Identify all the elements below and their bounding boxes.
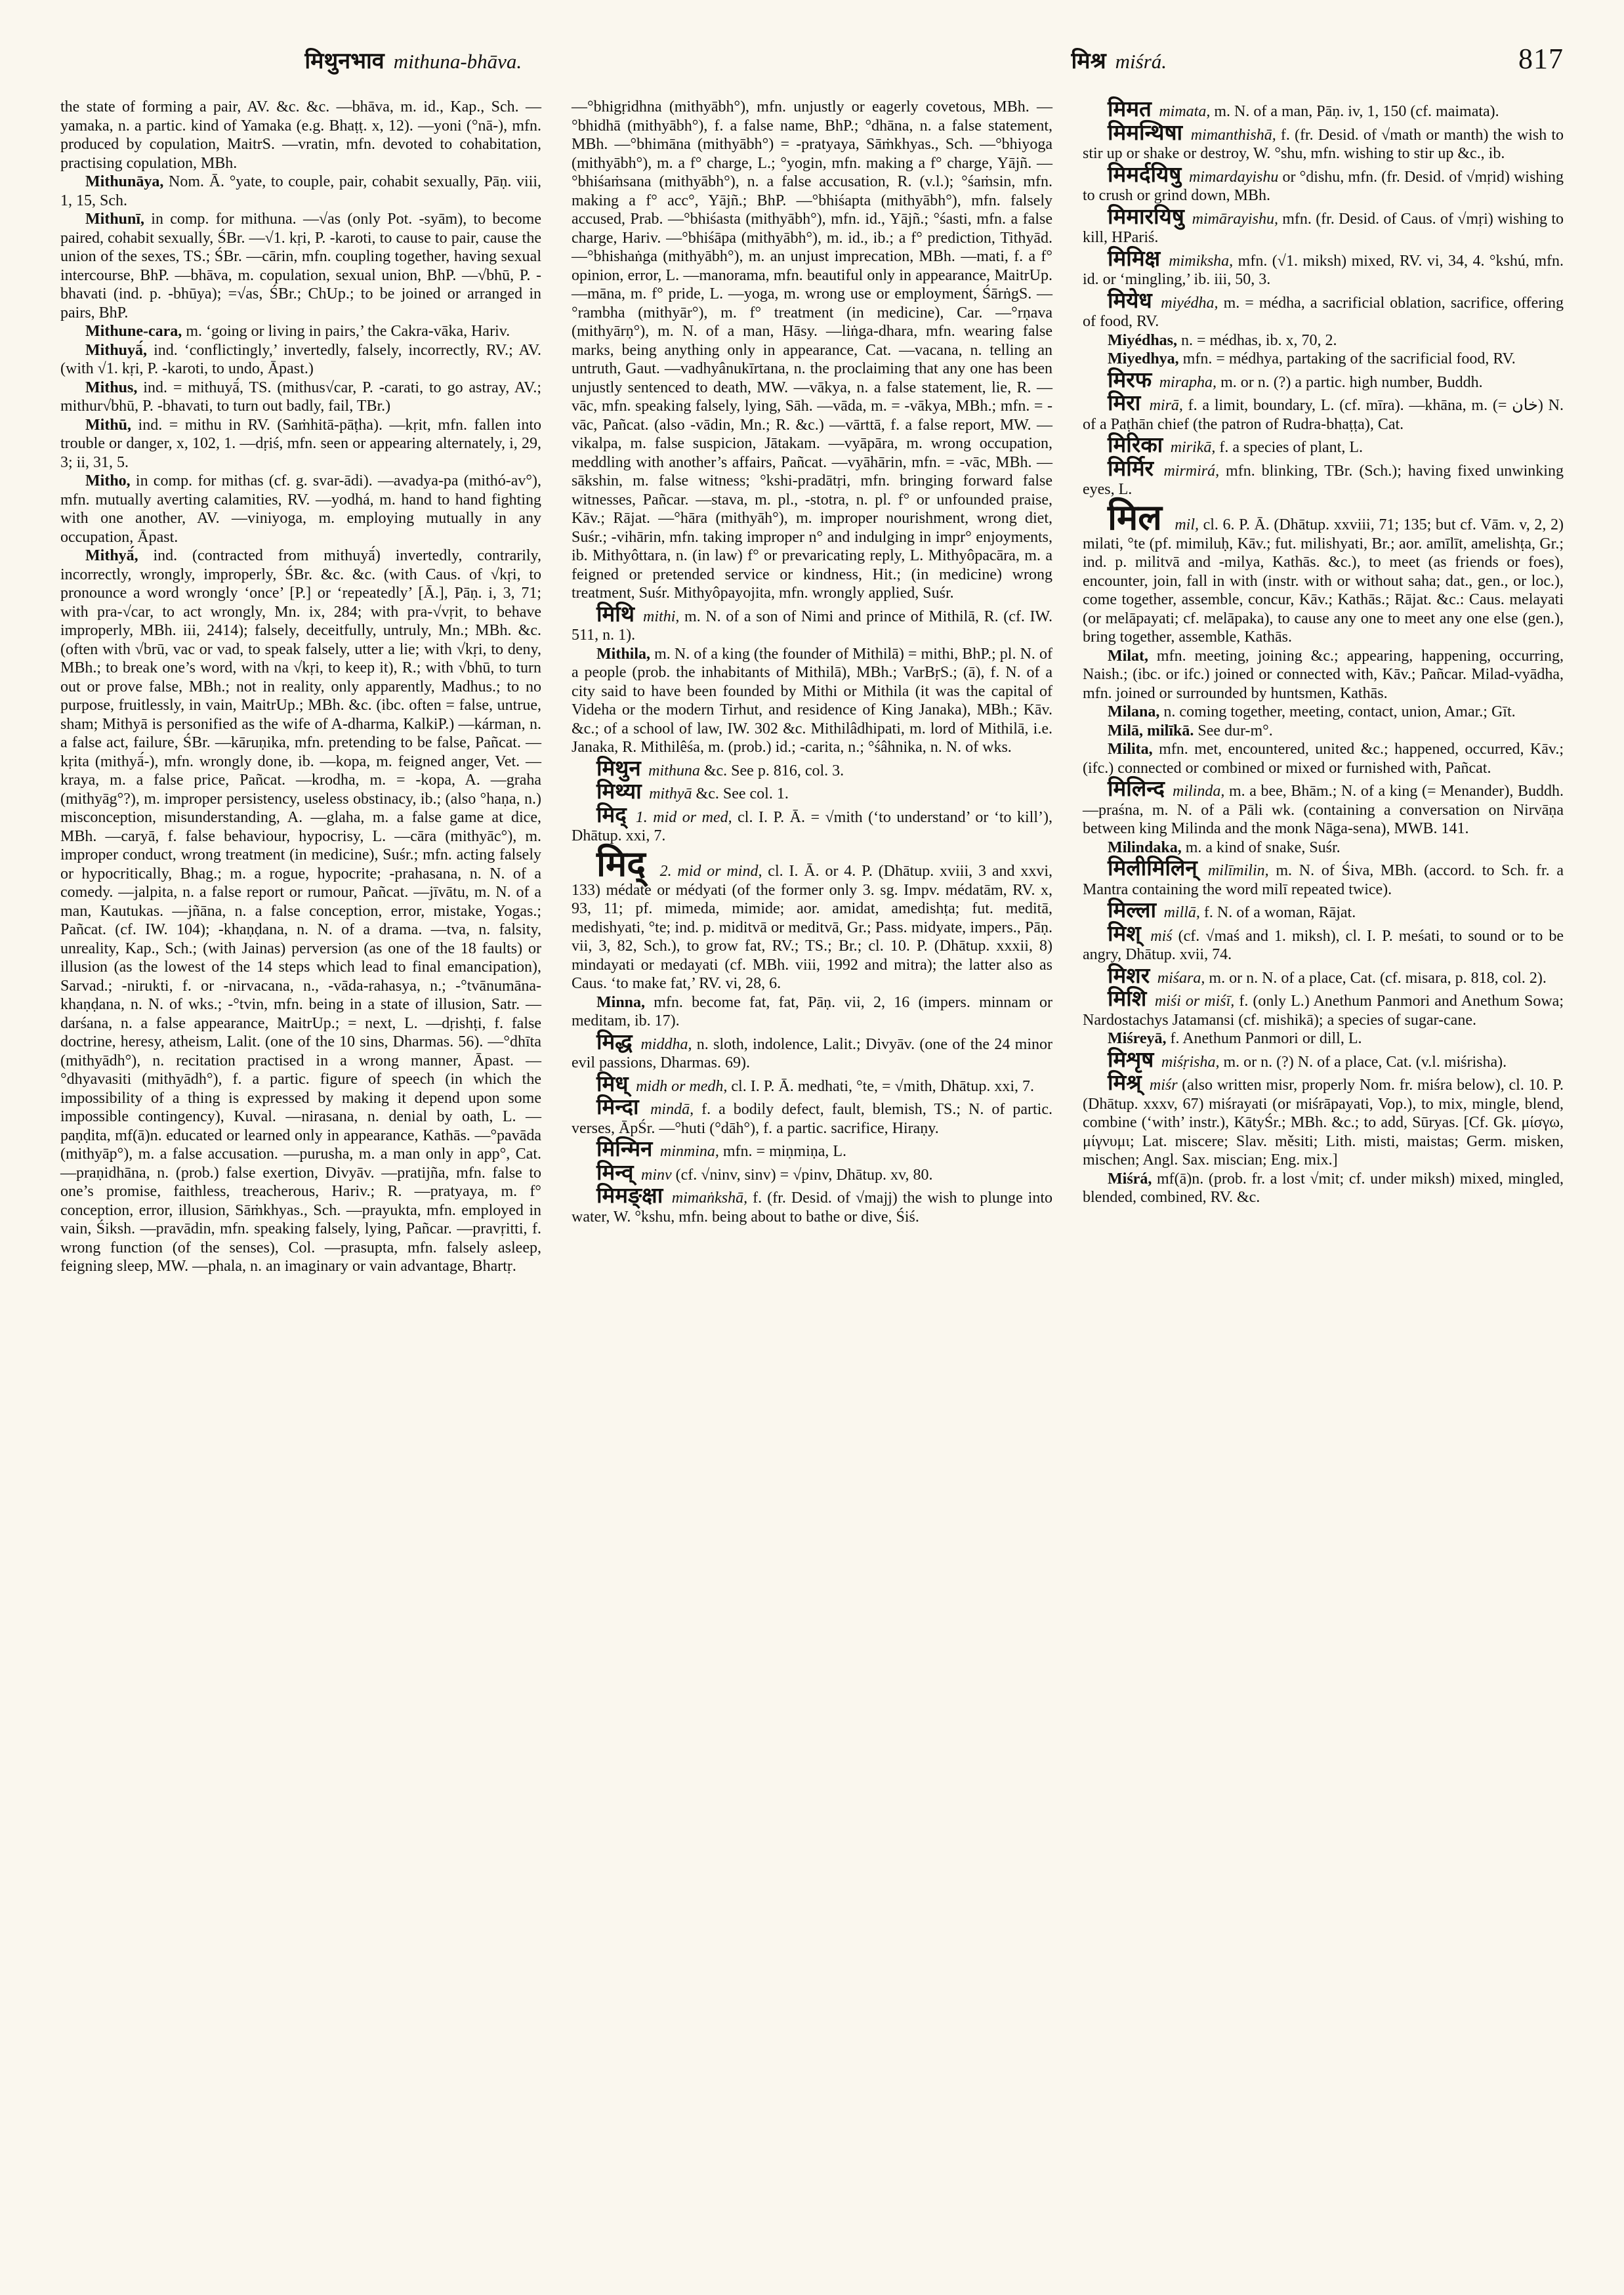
transliterated-headword: miśara, [1157,969,1205,987]
transliterated-headword: mimiksha, [1169,252,1234,270]
dictionary-entry: Milā, milīkā. See dur-m°. [1108,722,1273,739]
devanagari-headword: मिरिका [1108,432,1171,457]
dictionary-entry: Mithus, ind. = mithuyā́, TS. (mithus√car, P. -carati, to go astray, AV.; mithur√bhū, P. -bhavati, to turn out badly, fail, TBr.) [60,379,541,415]
header-last-word-roman: miśrá. [1115,50,1167,73]
dictionary-entry: मिमङ्क्षा mimaṅkshā, f. (fr. Desid. of √majj) the wish to plunge into water, W. °kshu, mfn. being about to bathe or dive, Śiś. [572,1182,1052,1226]
transliterated-headword: mithi, [643,608,680,625]
devanagari-headword: मिश् [1108,920,1151,946]
headword: Mithunī, [85,211,145,228]
dictionary-entry: Mithunāya, Nom. Ā. °yate, to couple, pair, cohabit sexually, Pāṇ. viii, 1, 15, Sch. [60,173,541,209]
devanagari-headword: मिन्व् [596,1159,641,1185]
devanagari-headword: मिल [1108,495,1175,538]
page-header [60,42,1564,75]
headword: Mithū, [85,416,132,434]
dictionary-entry: Mithyā́, ind. (contracted from mithuyā́) invertedly, contrarily, incorrectly, wrongly, improperly, ŚBr. &c. &c. (with Caus. of √kṛi, to pronounce a word wrongly ‘once’ [P.] or ‘repeatedly’ [Ā.], Pāṇ. i, 3, 71; with pra-√car, to act wrongly, Mn. ix, 284; with pra-√vṛit, to behave improperly, MBh. iii, 2414); falsely, deceitfully, untruly, Mn.; MBh. &c. (often with √brū, vac or vad, to speak falsely, utter a lie; with √kṛi, to deny, MBh.; to break one’s word, with na √kṛi, to keep it), R.; with √bhū, to turn out or prove false, MBh.; not in reality, only apparently, Madhus.; to no purpose, fruitlessly, in vain, MaitrUp.; MBh. &c. (ibc. often = false, untrue, sham; Mithyā is personified as the wife of A-dharma, KalkiP.) —kárman, n. a false act, failure, ŚBr. —kāruṇika, mfn. pretending to be false, Pañcat. —kṛita (mithyā́-), mfn. wrongly done, ib. —kopa, m. feigned anger, Vet. —kraya, m. a false price, Pañcat. —krodha, m. = -kopa, A. —graha (mithyāg°?), m. improper persistency, useless obstinacy, ib.; (also °haṇa, n.) misconception, misunderstanding, A. —glaha, m. a false game at dice, MBh. —caryā, f. false behaviour, hypocrisy, L. —cāra (mithyāc°), m. improper conduct, wrong treatment (in medicine), Suśr.; mfn. acting falsely or hypocritically, Bhag.; m. a rogue, hypocrite; -prahasana, n. N. of a comedy. —jalpita, n. a false report or rumour, Pañcat. —jīvātu, m. N. of a man, Kautukas. —jñāna, n. a false conception, error, mistake, Yogas.; Pañcat. (cf. IW. 104); -khaṇḍana, n. N. of a drama. —tva, n. falsity, unreality, Kap., Sch.; (with Jainas) perversion (as one of the 18 faults) or illusion (as the lowest of the 14 steps which lead to final emancipation), Sarvad.; -nirukti, f. or -nirvacana, n., -vāda-rahasya, n.; -°tvānumāna-khaṇḍana, n. N. of wks.; -°tvin, mfn. being in a state of illusion, Satr. —darśana, n. a false appearance, MaitrUp.; = next, L. —dṛishṭi, f. false doctrine, heresy, atheism, Lalit. (one of the 10 sins, Dharmas. 56). —°dhīta (mithyādh°), n. recitation practised in a wrong manner, Āpast. —°dhyavasiti (mithyādh°), f. a partic. figure of speech (in which the impossibility of a thing is expressed by making it depend upon some impossible contingency), Kuval. —nirasana, n. denial by oath, L. —paṇḍita, mf(ā)n. educated or learned only in appearance, Kathās. —°pavāda (mithyāp°), m. a false accusation. —purusha, m. a man only in app°, Cat. —praṇidhāna, n. (prob.) false exertion, Divyāv. —pratijña, mfn. false to one’s promise, faithless, treacherous, Hariv.; R. —pratyaya, m. f° conception, error, illusion, Sāṁkhyas., Sch. —prayukta, mfn. employed in vain, Śiksh. —pravādin, mfn. speaking falsely, lying, Pañcar. —pravṛitti, f. wrong function (of the senses), Col. —prasupta, mfn. falsely asleep, feigning sleep, MW. —phala, n. an imaginary or vain advantage, Bhartṛ. [60,547,541,1275]
dictionary-entry: मिद् 2. mid or mind, cl. I. Ā. or 4. P. (Dhātup. xviii, 3 and xxvi, 133) médate or médyati (of the former only 3. sg. Impv. médatām, RV. x, 93, 11; pf. mimeda, mimide; aor. amidat, amedishṭa; fut. meditā, medishyati, °te; ind. p. miditvā or meditvā, Gr.; Pass. midyate, impers., Pāṇ. vii, 3, 82, Sch.), to grow fat, RV.; TS.; Br.; cl. 10. P. (Dhātup. xxxii, 8) mindayati or medayati (cf. MBh. viii, 1992 and mitra); the latter also as Caus. ‘to make fat,’ RV. vi, 28, 6. [572,842,1052,992]
dictionary-entry: मिध् midh or medh, cl. I. P. Ā. medhati, °te, = √mith, Dhātup. xxi, 7. [596,1070,1034,1096]
devanagari-headword: मिमन्थिषा [1108,119,1191,145]
dictionary-entry: Miyédhas, n. = médhas, ib. x, 70, 2. [1108,331,1337,349]
dictionary-entry: Mithune-cara, m. ‘going or living in pairs,’ the Cakra-vāka, Hariv. [85,323,510,340]
dictionary-entry: मिमारयिषु mimārayishu, mfn. (fr. Desid. of Caus. of √mṛi) wishing to kill, HPariś. [1083,203,1564,246]
dictionary-entry: मिलिन्द milinda, m. a bee, Bhām.; N. of a king (= Menander), Buddh. —praśna, m. N. of a Pāli wk. (containing a conversation on Nirvāṇa between king Milinda and the monk Nāga-sena), MWB. 141. [1083,775,1564,837]
transliterated-headword: miśr [1149,1077,1178,1094]
transliterated-headword: milinda, [1173,783,1225,800]
devanagari-headword: मिश्र् [1108,1069,1150,1095]
devanagari-headword: मिद्ध [596,1028,641,1054]
devanagari-headword: मिद् [596,842,660,884]
dictionary-entry: मिरफ mirapha, m. or n. (?) a partic. high number, Buddh. [1108,366,1483,392]
transliterated-headword: miyédha, [1161,294,1218,312]
dictionary-entry: मिशि miśi or miśī, f. (only L.) Anethum Panmori and Anethum Sowa; Nardostachys Jatamansi (cf. mishikā); a species of sugar-cane. [1083,985,1564,1029]
devanagari-headword: मिशि [1108,985,1155,1011]
dictionary-entry: —°bhigṛidhna (mithyābh°), mfn. unjustly or eagerly covetous, MBh. —°bhidhā (mithyābh°), f. a false name, BhP.; °dhāna, n. a false statement, MBh. —°bhimāna (mithyābh°) = -pratyaya, Sāṁkhyas., Sch. —°bhiyoga (mithyābh°), m. a f° charge, L.; °yogin, mfn. making a f° charge, Yājñ. —°bhiśaṁsana (mithyābh°), n. a false accusation, R. (v.l.); °śaṁsin, mfn. making a f° acc°, Yājñ.; BhP. —°bhiśapta (mithyābh°), mfn. falsely accused, Prab. —°bhiśasta (mithyābh°), mfn. id., Yājñ.; °śasti, mfn. a false charge, Hariv. —°bhiśāpa (mithyābh°), m. id., ib.; a f° prediction, Tithyād. —°bhishaṅga (mithyābh°), m. an unjust imprecation, MBh. —mati, f. a f° opinion, error, L. —manorama, mfn. beautiful only in appearance, MaitrUp. —māna, m. f° pride, L. —yoga, m. wrong use or employment, ŚārṅgS. —°rambha (mithyār°), m. f° treatment (in medicine), Car. —°rṇava (mithyārṇ°), m. N. of a man, Hāsy. —liṅga-dhara, mfn. wearing false marks, being anything only in appearance, Cat. —vacana, n. telling an untruth, Gaut. —vadhyânukīrtana, n. the proclaiming that any one has been unjustly sentenced to death, MW. —vākya, n. a false statement, lie, R. —vāc, mfn. speaking falsely, lying, Sāh. —vāda, m. = -vākya, MBh.; mfn. = -vāc, Pañcat. (also -vādin, Mn.; R. &c.) —vārttā, f. a false report, MW. —vikalpa, m. false suspicion, Jātakam. —vyāpāra, m. wrong occupation, meddling with another’s affairs, Pañcat. —vyāhārin, mfn. = -vāc, MBh. —sākshin, m. false witness; °kshi-pradātṛi, mfn. bringing forward false witnesses, Pañcar. —stava, m. pl., -stotra, n. pl. f° or unfounded praise, Kāv.; Rājat. —°hāra (mithyāh°), m. improper nourishment, wrong diet, Suśr.; -vihārin, mfn. taking improper n° and indulging in impr° enjoyments, ib. Mithyôttara, n. (in law) f° or prevaricating reply, L. Mithyôpacāra, m. a feigned or pretended service or kindness, Hit.; (in medicine) wrong treatment, Suśr. Mithyôpayojita, mfn. wrongly applied, Suśr. [572,98,1052,602]
dictionary-entry: मिशृष miśṛisha, m. or n. (?) N. of a place, Cat. (v.l. miśrisha). [1108,1046,1507,1072]
header-first-word-devanagari: मिथुनभाव [304,48,385,74]
transliterated-headword: mithuna [648,762,700,779]
dictionary-entry: Milindaka, m. a kind of snake, Suśr. [1108,838,1341,856]
headword: Mithyā́, [85,547,138,564]
devanagari-headword: मिल्ला [1108,897,1164,922]
dictionary-entry: Milita, mfn. met, encountered, united &c.; happened, occurred, Kāv.; (ifc.) connected or combined or mixed or furnished with, Pañcat. [1083,741,1564,777]
column-2 [572,98,1052,1226]
header-last-word-devanagari: मिश्र [1071,48,1106,74]
transliterated-headword: mithyā [649,785,692,802]
transliterated-headword: millā, [1163,904,1200,921]
transliterated-headword: miśi or miśī, [1154,993,1235,1010]
dictionary-entry: मिश् miś (cf. √maś and 1. miksh), cl. I. P. meśati, to sound or to be angry, Dhātup. xvii, 74. [1083,920,1564,963]
dictionary-entry: मिन्मिन minmina, mfn. = miṇmiṇa, L. [596,1136,847,1161]
dictionary-entry: मिथुन mithuna &c. See p. 816, col. 3. [596,755,844,781]
headword: Milita, [1108,741,1153,758]
dictionary-entry: Mithila, m. N. of a king (the founder of Mithilā) = mithi, BhP.; pl. N. of a people (prob. the inhabitants of Mithilā), MBh.; VarBṛS.; (ā), f. N. of a city said to have been founded by Mithi or Mithila (it was the capital of Videha or the modern Tirhut, and residence of King Janaka), MBh.; Kāv. &c.; of a school of law, IW. 302 &c. Mithilâdhipati, m. lord of Mithilā, i.e. Janaka, R. Mithilêśa, m. (prob.) id.; -carita, n.; °śâhnika, n. N. of wks. [572,645,1052,756]
devanagari-headword: मिलीमिलिन् [1108,855,1208,880]
transliterated-headword: mimanthishā, [1190,126,1276,144]
dictionary-entry: Mithū, ind. = mithu in RV. (Saṁhitā-pāṭha). —kṛit, mfn. fallen into trouble or danger, x, 102, 1. —dṛiś, mfn. seen or appearing alternately, i, 29, 3; ii, 31, 5. [60,416,541,471]
devanagari-headword: मिलिन्द [1108,775,1173,801]
devanagari-headword: मिरफ [1108,366,1159,392]
devanagari-headword: मिथ्या [596,778,650,804]
devanagari-headword: मिध् [596,1070,636,1096]
devanagari-headword: मिरा [1108,390,1150,415]
devanagari-headword: मिमिक्ष [1108,245,1169,271]
page-number: 817 [1518,43,1564,75]
dictionary-entry: Milat, mfn. meeting, joining &c.; appearing, happening, occurring, Naish.; (ibc. or ifc.) joined or connected with, Kāv.; Pañcar. Milad-vyādha, mfn. joined or surrounded by huntsmen, Kathās. [1083,647,1564,702]
column-1 [60,98,541,1276]
dictionary-entry: मिर्मिर mirmirá, mfn. blinking, TBr. (Sch.); having fixed unwinking eyes, L. [1083,455,1564,498]
devanagari-headword: मिमत [1108,96,1159,121]
transliterated-headword: minmina, [659,1143,719,1160]
header-first-word [60,45,766,75]
transliterated-headword: 2. mid or mind, [659,862,762,880]
dictionary-entry: मिन्दा mindā, f. a bodily defect, fault, blemish, TS.; N. of partic. verses, ĀpŚr. —°huti (°dāh°), f. a partic. sacrifice, Hiraṇy. [572,1094,1052,1137]
transliterated-headword: miśṛisha, [1161,1053,1220,1071]
dictionary-entry: मिमर्दयिषु mimardayishu or °dishu, mfn. (fr. Desid. of √mṛid) wishing to crush or grind down, MBh. [1083,161,1564,204]
transliterated-headword: mimaṅkshā, [671,1189,748,1207]
dictionary-entry: मिथि mithi, m. N. of a son of Nimi and prince of Mithilā, R. (cf. IW. 511, n. 1). [572,600,1053,644]
dictionary-entry: मिरा mirā, f. a limit, boundary, L. (cf. mīra). —khāna, m. (= خان) N. of a Paṭhān chief (the patron of Rudra-bhaṭṭa), Cat. [1083,390,1564,433]
devanagari-headword: मिन्दा [596,1094,651,1119]
headword: Mitho, [85,472,131,489]
transliterated-headword: mirmirá, [1163,462,1220,480]
devanagari-headword: मिन्मिन [596,1136,660,1161]
transliterated-headword: middha, [640,1035,692,1053]
dictionary-entry: Minna, mfn. become fat, fat, Pāṇ. vii, 2, 16 (impers. minnam or meditam, ib. 17). [572,993,1052,1029]
dictionary-entry: मिलीमिलिन् milīmilin, m. N. of Śiva, MBh. (accord. to Sch. fr. a Mantra containing the word milī repeated twice). [1083,855,1564,898]
headword: Mithuyā́, [85,341,148,359]
dictionary-entry: Miśreyā, f. Anethum Panmori or dill, L. [1108,1030,1362,1047]
transliterated-headword: mimata, [1159,103,1211,120]
dictionary-entry: मिशर miśara, m. or n. N. of a place, Cat. (cf. misara, p. 818, col. 2). [1108,962,1547,988]
headword: Mithunāya, [85,173,164,190]
dictionary-entry: Milana, n. coming together, meeting, contact, union, Amar.; Gīt. [1108,703,1516,720]
transliterated-headword: miś [1150,927,1173,945]
headword: Milana, [1108,703,1160,720]
headword: Milindaka, [1108,838,1182,856]
column-3 [1083,98,1564,1207]
dictionary-entry: मियेध miyédha, m. = médha, a sacrificial oblation, sacrifice, offering of food, RV. [1083,287,1564,330]
dictionary-entry: मिश्र् miśr (also written misr, properly Nom. fr. miśra below), cl. 10. P. (Dhātup. xxxv, 67) miśrayati (or miśrāpayati, Vop.), to mix, mingle, blend, combine (‘with’ instr.), KātyŚr.; MBh. &c.; to add, Sūryas. [Cf. Gk. μίσγω, μίγνυμι; Lat. miscere; Slav. měsiti; Lith. misti, maistas; Germ. misken, mischen; Angl. Sax. miscian; Eng. mix.] [1083,1069,1564,1168]
transliterated-headword: 1. mid or med, [635,808,732,826]
headword: Miyedhya, [1108,350,1179,367]
headword: Mithus, [85,379,138,396]
dictionary-entry: मिमत mimata, m. N. of a man, Pāṇ. iv, 1, 150 (cf. maimata). [1108,96,1499,121]
transliterated-headword: minv [641,1166,672,1184]
devanagari-headword: मियेध [1108,287,1161,313]
dictionary-entry: मिमिक्ष mimiksha, mfn. (√1. miksh) mixed, RV. vi, 34, 4. °kshú, mfn. id. or ‘mingling,’ ib. iii, 50, 3. [1083,245,1564,288]
dictionary-entry: मिद् 1. mid or med, cl. I. P. Ā. = √mith (‘to understand’ or ‘to kill’), Dhātup. xxi, 7. [572,801,1052,844]
headword: Milat, [1108,647,1148,665]
dictionary-entry: Mithuyā́, ind. ‘conflictingly,’ invertedly, falsely, incorrectly, RV.; AV. (with √1. kṛi, P. -karoti, to undo, Āpast.) [60,341,541,377]
dictionary-entry: Miyedhya, mfn. = médhya, partaking of the sacrificial food, RV. [1108,350,1516,367]
transliterated-headword: midh or medh, [636,1077,728,1095]
devanagari-headword: मिथुन [596,755,649,781]
devanagari-headword: मिशर [1108,962,1157,988]
dictionary-entry: मिथ्या mithyā &c. See col. 1. [596,778,789,804]
dictionary-entry: Mithunī, in comp. for mithuna. —√as (only Pot. -syām), to become paired, cohabit sexually, ŚBr. —√1. kṛi, P. -karoti, to cause to pair, cause the union of the sexes, TS.; ŚBr. —cārin, mfn. coupling together, having sexual intercourse, BhP. —bhāva, m. copulation, sexual union, BhP. —√bhū, P. -bhavati (ind. p. -bhūya); =√as, ŚBr.; ChUp.; to be joined or arranged in pairs, BhP. [60,211,541,321]
headword: Miyédhas, [1108,331,1178,349]
devanagari-headword: मिमङ्क्षा [596,1182,672,1208]
transliterated-headword: mirā, [1149,397,1183,414]
dictionary-entry: the state of forming a pair, AV. &c. &c. —bhāva, m. id., Kap., Sch. —yamaka, n. a partic. kind of Yamaka (e.g. Bhaṭṭ. x, 12). —yoni (°nā-), mfn. produced by copulation, MaitrS. —vratin, mfn. devoted to cohabitation, practising copulation, MBh. [60,98,541,172]
devanagari-headword: मिथि [596,600,644,627]
headword: Milā, milīkā. [1108,722,1194,739]
dictionary-entry: मिद्ध middha, n. sloth, indolence, Lalit.; Divyāv. (one of the 24 minor evil passions, Dharmas. 69). [572,1028,1052,1071]
transliterated-headword: mirapha, [1159,373,1217,391]
devanagari-headword: मिमर्दयिषु [1108,161,1189,187]
devanagari-headword: मिशृष [1108,1046,1161,1072]
dictionary-entry: मिरिका mirikā, f. a species of plant, L. [1108,432,1363,457]
transliterated-headword: mil, [1175,516,1199,533]
text-columns [60,98,1564,1276]
transliterated-headword: mindā, [650,1101,694,1118]
headword: Mithila, [596,645,650,663]
dictionary-entry: Mitho, in comp. for mithas (cf. g. svar-ādi). —avadya-pa (mithó-av°), mfn. mutually averting calamities, RV. —yodhá, m. hand to hand fighting with one another, AV. —viniyoga, m. employing mutually in any occupation, Āpast. [60,472,541,546]
headword: Mithune-cara, [85,323,182,340]
header-first-word-roman: mithuna-bhāva. [393,50,522,73]
headword: Miśreyā, [1108,1030,1167,1047]
headword: Miśrá, [1108,1170,1152,1188]
devanagari-headword: मिर्मिर [1108,455,1164,481]
transliterated-headword: mimārayishu, [1192,210,1278,228]
dictionary-entry: मिल्ला millā, f. N. of a woman, Rājat. [1108,897,1356,922]
transliterated-headword: mirikā, [1170,439,1216,456]
devanagari-headword: मिद् [596,801,636,827]
dictionary-entry: मिमन्थिषा mimanthishā, f. (fr. Desid. of √math or manth) the wish to stir up or shake or destroy, W. °shu, mfn. wishing to stir up &c., ib. [1083,119,1564,162]
transliterated-headword: mimardayishu [1188,168,1279,186]
dictionary-entry: मिल mil, cl. 6. P. Ā. (Dhātup. xxviii, 71; 135; but cf. Vām. v, 2, 2) milati, °te (pf. mimiluḥ, Kāv.; fut. milishyati, Br.; aor. amīlīt, amelishṭa, Gr.; ind. p. militvā and -milya, Kathās. &c.), to meet (as friends or foes), encounter, join, fall in with (instr. with or without saha; dat., gen., or loc.), come together, assemble, concur, Kāv.; Kathās.; Rājat. &c.: Caus. melayati (or melāpayati; cf. melāpaka), to cause any one to meet any one else (gen.), bring together, assemble, Kathās. [1083,495,1564,646]
dictionary-entry: मिन्व् minv (cf. √ninv, sinv) = √pinv, Dhātup. xv, 80. [596,1159,933,1185]
dictionary-entry: Miśrá, mf(ā)n. (prob. fr. a lost √mit; cf. under miksh) mixed, mingled, blended, combined, RV. &c. [1083,1170,1564,1206]
headword: Minna, [596,993,646,1011]
transliterated-headword: milīmilin, [1207,862,1269,879]
header-last-word [766,45,1472,75]
devanagari-headword: मिमारयिषु [1108,203,1192,229]
